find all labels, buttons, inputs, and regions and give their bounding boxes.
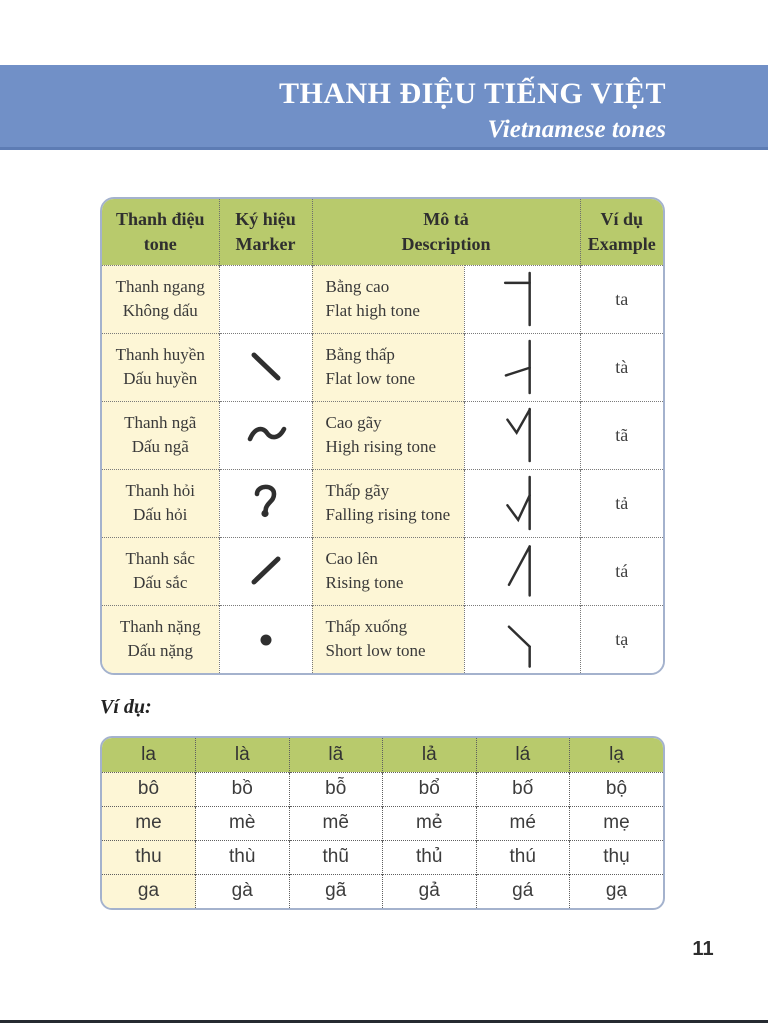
header-description-vi: Mô tả [423, 209, 469, 230]
tone-row-nang [102, 605, 663, 673]
example-word-cell: gà [196, 874, 290, 908]
header-marker-vi: Ký hiệu [235, 209, 296, 230]
header-tone-vi: Thanh điệu [115, 209, 205, 230]
marker-cell [219, 469, 312, 537]
example-word-cell: thủ [383, 840, 477, 874]
tone-name-cell: Thanh ngã Dấu ngã [102, 401, 219, 469]
example-cell: ta [580, 265, 663, 333]
example-word-cell: bố [476, 772, 570, 806]
page-subtitle: Vietnamese tones [487, 116, 666, 143]
description-cell: Thấp xuống Short low tone [312, 605, 464, 673]
example-cell: tả [580, 469, 663, 537]
hook-above-marker-icon [243, 480, 289, 526]
example-word-cell: me [102, 806, 196, 840]
example-word-cell: gã [289, 874, 383, 908]
tone-row-hoi [102, 469, 663, 537]
example-header-cell: lá [476, 738, 570, 772]
example-word-cell: mẹ [570, 806, 664, 840]
example-header-cell: lã [289, 738, 383, 772]
example-word-cell: thú [476, 840, 570, 874]
description-cell: Cao gãy High rising tone [312, 401, 464, 469]
tilde-marker-icon [243, 412, 289, 458]
examples-row [102, 772, 663, 806]
tone-row-sac [102, 537, 663, 605]
tone-row-ngang [102, 265, 663, 333]
header-cell-tone [102, 199, 219, 265]
contour-cell [464, 401, 580, 469]
tone-contour-flat-high-icon [499, 268, 545, 330]
marker-cell [219, 333, 312, 401]
example-word-cell: gả [383, 874, 477, 908]
header-example-en: Example [587, 233, 656, 254]
tone-contour-high-rising-icon [499, 404, 545, 466]
example-word-cell: bô [102, 772, 196, 806]
examples-row [102, 874, 663, 908]
contour-cell [464, 265, 580, 333]
tone-row-nga [102, 401, 663, 469]
title-banner [0, 65, 768, 150]
tone-table [102, 199, 663, 673]
example-word-cell: gạ [570, 874, 664, 908]
examples-header-row [102, 738, 663, 772]
example-cell: tà [580, 333, 663, 401]
contour-cell [464, 537, 580, 605]
example-cell: tã [580, 401, 663, 469]
example-cell: tá [580, 537, 663, 605]
header-cell-marker [219, 199, 312, 265]
example-header-cell: lạ [570, 738, 664, 772]
example-header-cell: lả [383, 738, 477, 772]
example-word-cell: thù [196, 840, 290, 874]
header-description-en: Description [401, 233, 491, 254]
description-cell: Thấp gãy Falling rising tone [312, 469, 464, 537]
page-title: THANH ĐIỆU TIẾNG VIỆT [279, 77, 666, 110]
tone-row-huyen [102, 333, 663, 401]
dot-below-marker-icon [243, 616, 289, 662]
example-word-cell: bộ [570, 772, 664, 806]
header-tone-en: tone [143, 233, 177, 254]
example-word-cell: thu [102, 840, 196, 874]
tone-name-cell: Thanh hỏi Dấu hỏi [102, 469, 219, 537]
example-word-cell: bồ [196, 772, 290, 806]
acute-marker-icon [243, 548, 289, 594]
example-word-cell: mé [476, 806, 570, 840]
header-cell-description [312, 199, 580, 265]
header-example-vi: Ví dụ [600, 209, 644, 230]
example-word-cell: mè [196, 806, 290, 840]
examples-row [102, 840, 663, 874]
example-header-cell: là [196, 738, 290, 772]
example-word-cell: bổ [383, 772, 477, 806]
example-word-cell: mẽ [289, 806, 383, 840]
grave-marker-icon [243, 344, 289, 390]
example-cell: tạ [580, 605, 663, 673]
example-word-cell: gá [476, 874, 570, 908]
marker-cell [219, 537, 312, 605]
header-cell-example [580, 199, 663, 265]
examples-label: Ví dụ: [100, 696, 152, 718]
example-word-cell: ga [102, 874, 196, 908]
tone-contour-falling-rising-icon [499, 472, 545, 534]
description-cell: Cao lên Rising tone [312, 537, 464, 605]
example-word-cell: mẻ [383, 806, 477, 840]
examples-row [102, 806, 663, 840]
title-banner-text [279, 75, 666, 147]
marker-cell [219, 401, 312, 469]
header-marker-en: Marker [235, 233, 296, 254]
contour-cell [464, 333, 580, 401]
tone-contour-rising-icon [499, 540, 545, 602]
tone-contour-flat-low-icon [499, 336, 545, 398]
example-word-cell: thụ [570, 840, 664, 874]
tone-table-container [100, 197, 665, 675]
description-cell: Bằng thấp Flat low tone [312, 333, 464, 401]
tone-name-cell: Thanh sắc Dấu sắc [102, 537, 219, 605]
marker-cell-empty [219, 265, 312, 333]
contour-cell [464, 469, 580, 537]
tone-table-header-row [102, 199, 663, 265]
example-word-cell: bỗ [289, 772, 383, 806]
description-cell: Bằng cao Flat high tone [312, 265, 464, 333]
examples-table [102, 738, 663, 908]
examples-table-container [100, 736, 665, 910]
example-header-cell: la [102, 738, 196, 772]
page-number: 11 [692, 938, 714, 960]
tone-contour-low-falling-icon [499, 608, 545, 670]
tone-name-cell: Thanh ngang Không dấu [102, 265, 219, 333]
example-word-cell: thũ [289, 840, 383, 874]
contour-cell [464, 605, 580, 673]
marker-cell [219, 605, 312, 673]
tone-name-cell: Thanh huyền Dấu huyền [102, 333, 219, 401]
tone-name-cell: Thanh nặng Dấu nặng [102, 605, 219, 673]
